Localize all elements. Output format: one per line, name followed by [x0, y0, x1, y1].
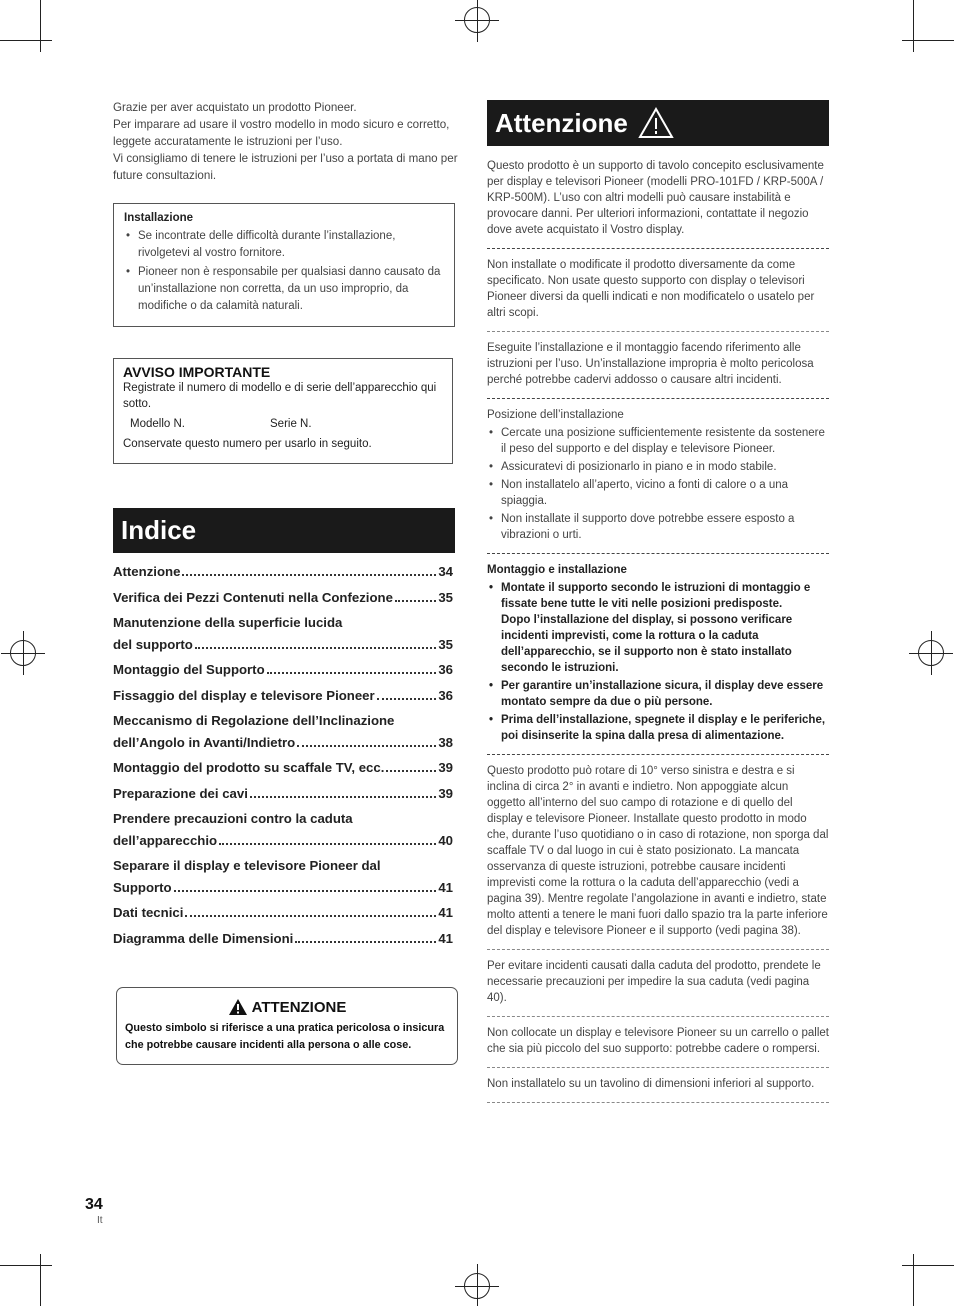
toc-item-label: Diagramma delle Dimensioni	[113, 930, 294, 946]
toc-leader	[219, 843, 436, 845]
attention-heading	[487, 100, 829, 146]
warning-text: Questo simbolo si riferisce a una pratica pericolosa o insicura che potrebbe causare incidenti alla persona o alle cose.	[125, 1022, 445, 1051]
page-number: 34	[85, 1196, 103, 1213]
registration-mark	[464, 7, 490, 33]
crop-mark	[913, 1254, 914, 1306]
notice-footer: Conservate questo numero per usarlo in seguito.	[123, 438, 372, 450]
list-item: • Assicuratevi di posizionarlo in piano e in modo stabile.	[487, 459, 829, 475]
warning-head	[125, 998, 449, 1016]
list-item: • Non installatelo all’aperto, vicino a fonti di calore o a una spiaggia.	[487, 477, 829, 509]
toc-item[interactable]	[113, 710, 453, 753]
list-item-text: • Montate il supporto secondo le istruzioni di montaggio e fissate bene tutte le viti nelle posizioni predisposte.	[501, 582, 811, 610]
toc-leader	[182, 574, 436, 576]
table-of-contents	[113, 561, 453, 953]
toc-leader	[295, 941, 436, 943]
toc-page: 39	[438, 760, 453, 775]
toc-leader	[395, 600, 436, 602]
toc-page: 34	[438, 564, 453, 579]
serial-label: Serie N.	[270, 418, 312, 430]
divider	[487, 754, 829, 755]
list-item: • Per garantire un’installazione sicura, il display deve essere montato sempre da due o più persone.	[487, 678, 829, 710]
index-heading	[113, 508, 455, 553]
list-item	[487, 580, 829, 676]
toc-leader	[386, 770, 436, 772]
toc-item-label: Attenzione	[113, 564, 181, 579]
list-item: • Cercate una posizione sufficientemente resistente da sostenere il peso del supporto e del display e televisore Pioneer.	[487, 425, 829, 457]
list-item: • Pioneer non è responsabile per qualsiasi danno causato da un’installazione non corretta, da un uso improprio, da modifiche o da calamità naturali.	[124, 264, 444, 315]
crop-mark	[913, 0, 914, 52]
notice-fields	[130, 418, 443, 430]
toc-item-label: Montaggio del Supporto	[113, 662, 265, 677]
toc-item-label: dell’apparecchio	[113, 832, 218, 848]
assembly-title: Montaggio e installazione	[487, 564, 627, 576]
warning-title: ATTENZIONE	[251, 998, 347, 1016]
toc-leader	[297, 745, 436, 747]
attention-paragraph: Eseguite l’installazione e il montaggio facendo riferimento alle istruzioni per l’uso. Un’installazione impropria è molto pericolosa perché potrebbe cadervi addosso o causare altri incidenti.	[487, 342, 814, 386]
toc-item-label: Verifica dei Pezzi Contenuti nella Confezione	[113, 589, 393, 605]
divider	[487, 1067, 829, 1068]
intro-line: Vi consigliamo di tenere le istruzioni per l’uso a portata di mano per future consultazioni.	[113, 152, 458, 182]
toc-page: 36	[438, 662, 453, 677]
important-notice-box	[113, 358, 453, 464]
toc-leader	[185, 915, 436, 917]
toc-item[interactable]	[113, 612, 453, 655]
assembly-list	[487, 580, 829, 744]
toc-item[interactable]	[113, 783, 453, 805]
index-title: Indice	[121, 515, 197, 545]
registration-mark	[464, 1273, 490, 1299]
list-item: • Prima dell’installazione, spegnete il display e le periferiche, poi disinserite la spina dalla presa di alimentazione.	[487, 712, 829, 744]
toc-item-label: Dati tecnici	[113, 905, 184, 920]
toc-item-label: Montaggio del prodotto su scaffale TV, ecc.	[113, 760, 385, 775]
toc-page: 40	[438, 832, 453, 848]
toc-item[interactable]	[113, 659, 453, 681]
warning-triangle-icon	[228, 998, 248, 1016]
toc-item-label: dell’Angolo in Avanti/Indietro	[113, 734, 296, 750]
attention-paragraph: Non installate o modificate il prodotto diversamente da come specificato. Non usate questo supporto con display o televisori Pioneer diversi da quelli indicati e non modificatelo o usatelo per altri scopi.	[487, 259, 815, 319]
intro-line: Per imparare ad usare il vostro modello in modo sicuro e corretto, leggete accuratamente le istruzioni per l’uso.	[113, 118, 450, 148]
list-item: • Non installate il supporto dove potrebbe essere esposto a vibrazioni o urti.	[487, 511, 829, 543]
installation-box	[113, 203, 455, 327]
toc-page: 41	[438, 930, 453, 946]
notice-text: Registrate il numero di modello e di serie dell’apparecchio qui sotto.	[123, 382, 437, 410]
toc-item-label: del supporto	[113, 636, 193, 652]
divider	[487, 1102, 829, 1103]
toc-item-label-first: Separare il display e televisore Pioneer dal	[113, 858, 381, 873]
crop-mark	[40, 1254, 41, 1306]
list-item: • Se incontrate delle difficoltà durante l’installazione, rivolgetevi al vostro fornitore.	[124, 228, 444, 262]
crop-mark	[0, 1265, 52, 1266]
attention-paragraph: Non installatelo su un tavolino di dimensioni inferiori al supporto.	[487, 1078, 815, 1090]
divider	[487, 949, 829, 950]
language-code: It	[97, 1215, 103, 1226]
warning-triangle-icon	[638, 107, 674, 139]
warning-symbol-box	[116, 987, 458, 1065]
toc-leader	[267, 672, 437, 674]
toc-page: 35	[438, 636, 453, 652]
toc-item-label: Fissaggio del display e televisore Pioneer	[113, 687, 375, 703]
attention-title: Attenzione	[495, 107, 628, 138]
toc-item[interactable]	[113, 855, 453, 898]
toc-leader	[174, 890, 437, 892]
toc-item-label-first: Manutenzione della superficie lucida	[113, 615, 343, 630]
divider	[487, 553, 829, 554]
attention-paragraph: Questo prodotto è un supporto di tavolo concepito esclusivamente per display e televisori Pioneer (modelli PRO-101FD / KRP-500A / KRP-500M). L’uso con altri modelli può causare instabilità e provocare danni. Per ulteriori informazioni, contattate il negozio dove avete acquistato il Vostro display.	[487, 160, 824, 236]
divider	[487, 248, 829, 249]
divider	[487, 331, 829, 332]
toc-page: 41	[438, 879, 453, 895]
toc-item[interactable]	[113, 928, 453, 950]
crop-mark	[902, 40, 954, 41]
toc-leader	[250, 796, 436, 798]
toc-item[interactable]	[113, 757, 453, 779]
toc-item[interactable]	[113, 561, 453, 583]
intro-text	[113, 99, 458, 184]
toc-item-label-first: Prendere precauzioni contro la caduta	[113, 811, 353, 826]
toc-page: 39	[438, 785, 453, 801]
toc-item-label-first: Meccanismo di Regolazione dell’Inclinazione	[113, 713, 395, 728]
attention-paragraph: Questo prodotto può rotare di 10° verso sinistra e destra e si inclina di circa 2° in avanti e indietro. Non appoggiate alcun oggetto all’interno del suo campo di rotazione e di quello del display e televisore Pioneer. Installate questo prodotto in modo che, durante l’uso quotidiano o in caso di rotazione, non sporga dal scaffale TV o dal luogo in cui è stato posizionato. La mancata osservanza di queste istruzioni, potrebbe causare incidenti imprevisti come la rottura o la caduta dell’apparecchio (vedi a pagina 39). Mentre regolate l’angolazione in avanti e indietro, state molto attenti a tenere le mani fuori dallo spazio tra la parte inferiore del display e televisore Pioneer e il supporto (vedi pagina 38).	[487, 765, 829, 937]
crop-mark	[902, 1265, 954, 1266]
attention-paragraph: Per evitare incidenti causati dalla caduta del prodotto, prendete le necessarie precauzioni per impedire la sua caduta (vedi pagina 40).	[487, 960, 821, 1004]
installation-list	[124, 228, 444, 315]
assembly-section	[487, 562, 829, 748]
toc-item[interactable]	[113, 587, 453, 609]
crop-mark	[0, 40, 52, 41]
toc-leader	[377, 698, 437, 700]
toc-item-label: Preparazione dei cavi	[113, 785, 248, 801]
toc-page: 38	[438, 734, 453, 750]
toc-leader	[195, 647, 436, 649]
position-section	[487, 407, 829, 547]
toc-item-label: Supporto	[113, 879, 172, 895]
divider	[487, 1016, 829, 1017]
notice-title: AVVISO IMPORTANTE	[123, 364, 271, 380]
crop-mark	[40, 0, 41, 52]
installation-title: Installazione	[124, 212, 194, 224]
attention-paragraph: Non collocate un display e televisore Pioneer su un carrello o pallet che sia più piccolo del suo supporto: potrebbe cadere o rompersi.	[487, 1027, 830, 1055]
intro-line: Grazie per aver acquistato un prodotto Pioneer.	[113, 101, 357, 114]
position-title: Posizione dell’installazione	[487, 409, 624, 421]
registration-mark	[918, 640, 944, 666]
toc-item[interactable]	[113, 808, 453, 851]
position-list	[487, 425, 829, 543]
registration-mark	[10, 640, 36, 666]
toc-page: 36	[438, 687, 453, 703]
toc-page: 41	[438, 905, 453, 920]
divider	[487, 398, 829, 399]
model-label: Modello N.	[130, 418, 185, 430]
toc-item[interactable]	[113, 685, 453, 707]
toc-page: 35	[438, 589, 453, 605]
toc-item[interactable]	[113, 902, 453, 924]
attention-content	[487, 158, 829, 1111]
list-item-extra: Dopo l’installazione del display, si possono verificare incidenti imprevisti, come la rottura o la caduta dell’apparecchio, se il supporto non è stato installato secondo le istruzioni.	[501, 614, 793, 674]
